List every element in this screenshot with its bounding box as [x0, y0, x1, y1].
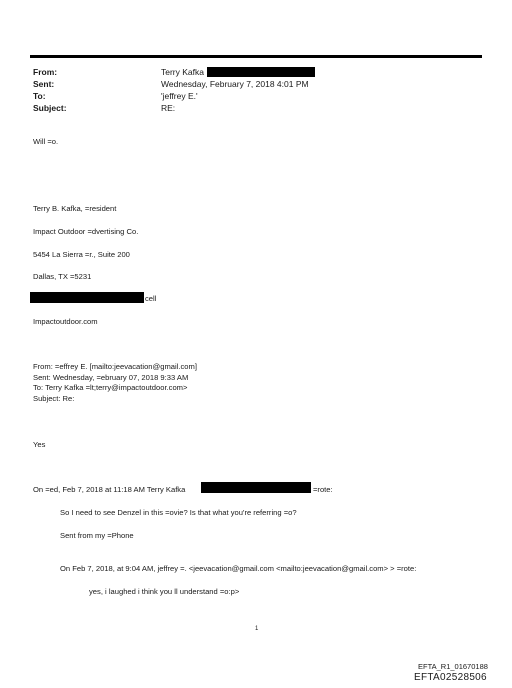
on-line-prefix: On =ed, Feb 7, 2018 at 11:18 AM Terry Kafka [33, 485, 186, 494]
redaction-terry-email [201, 482, 311, 493]
feb7-line: On Feb 7, 2018, at 9:04 AM, jeffrey =. <jeevacation@gmail.com <mailto:jeevacation@gmail.com> > =rote: [60, 564, 417, 573]
to-label: To: [33, 91, 46, 101]
from-value: Terry Kafka [161, 67, 204, 77]
signature-city: Dallas, TX =5231 [33, 272, 92, 281]
header-rule [30, 55, 482, 58]
cell-label: cell [145, 294, 157, 303]
reply-text: Will =o. [33, 137, 59, 146]
sent-label: Sent: [33, 79, 55, 89]
redaction-from-email [207, 67, 315, 77]
quoted-subject: Subject: Re: [33, 394, 75, 403]
quoted-yes: Yes [33, 440, 46, 449]
bates-number-2: EFTA02528506 [414, 672, 487, 683]
redaction-phone [30, 292, 144, 303]
sent-from-phone: Sent from my =Phone [60, 531, 134, 540]
website-link[interactable]: Impactoutdoor.com [33, 317, 98, 326]
page-number: 1 [255, 626, 259, 632]
denzel-text: So I need to see Denzel in this =ovie? Is that what you're referring =o? [60, 508, 297, 517]
bates-number-1: EFTA_R1_01670188 [418, 662, 488, 671]
quoted-to: To: Terry Kafka =lt;terry@impactoutdoor.com> [33, 383, 188, 392]
on-line-suffix: =rote: [313, 485, 333, 494]
sent-value: Wednesday, February 7, 2018 4:01 PM [161, 79, 309, 89]
signature-company: Impact Outdoor =dvertising Co. [33, 227, 139, 236]
subject-value: RE: [161, 103, 176, 113]
from-label: From: [33, 67, 58, 77]
laughed-text: yes, i laughed i think you ll understand =o:p> [89, 587, 240, 596]
quoted-from: From: =effrey E. [mailto:jeevacation@gmail.com] [33, 362, 197, 371]
signature-name: Terry B. Kafka, =resident [33, 204, 117, 213]
to-value: 'jeffrey E.' [161, 91, 198, 101]
quoted-sent: Sent: Wednesday, =ebruary 07, 2018 9:33 AM [33, 373, 189, 382]
signature-street: 5454 La Sierra =r., Suite 200 [33, 250, 130, 259]
subject-label: Subject: [33, 103, 67, 113]
